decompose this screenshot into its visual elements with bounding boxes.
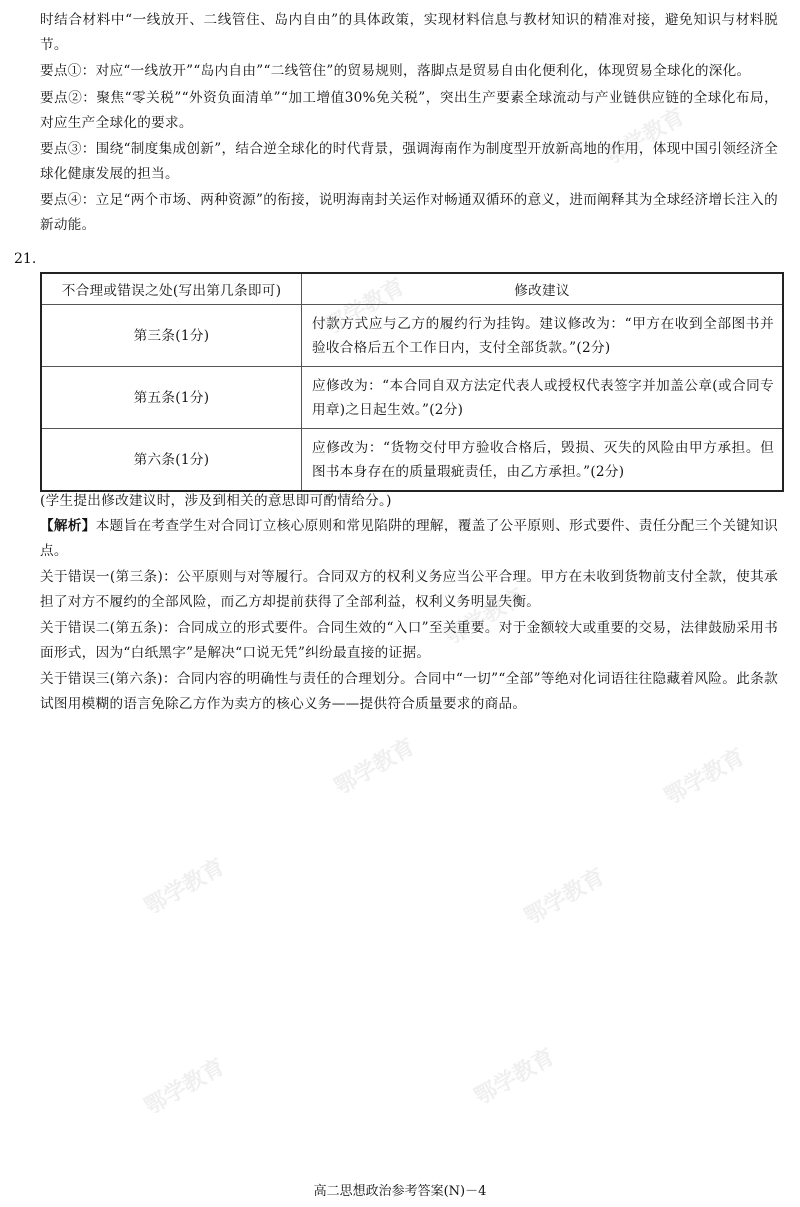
analysis-point-2: 关于错误二(第五条)：合同成立的形式要件。合同生效的“入口”至关重要。对于金额较大或重要的交易，法律鼓励采用书面形式，因为“白纸黑字”是解决“口说无凭”纠纷最直接的证据。 [40,620,778,661]
watermark: 鄂学教育 [440,583,530,651]
watermark: 鄂学教育 [520,863,610,931]
analysis-point-1: 关于错误一(第三条)：公平原则与对等履行。合同双方的权利义务应当公平合理。甲方在未收到货物前支付全款，使其承担了对方不履约的全部风险，而乙方却提前获得了全部利益，权利义务明显失衡。 [40,569,778,610]
table-header-row [41,273,783,305]
scoring-note: (学生提出修改建议时，涉及到相关的意思即可酌情给分。) [40,493,392,509]
answer-table [40,272,784,492]
paragraph-point-3: 要点③：围绕“制度集成创新”，结合逆全球化的时代背景，强调海南作为制度型开放新高地的作用，体现中国引领经济全球化健康发展的担当。 [40,141,778,182]
table-cell-suggestion: 应修改为：“本合同自双方法定代表人或授权代表签字并加盖公章(或合同专用章)之日起生效。”(2分) [302,367,784,429]
paragraph-point-4: 要点④：立足“两个市场、两种资源”的衔接，说明海南封关运作对畅通双循环的意义，进而阐释其为全球经济增长注入的新动能。 [40,192,778,233]
analysis-point-3: 关于错误三(第六条)：合同内容的明确性与责任的合理划分。合同中“一切”“全部”等绝对化词语往往隐藏着风险。此条款试图用模糊的语言免除乙方作为卖方的核心义务——提供符合质量要求的商品。 [40,671,778,712]
analysis-label: 【解析】 [40,518,96,534]
paragraph-intro: 时结合材料中“一线放开、二线管住、岛内自由”的具体政策，实现材料信息与教材知识的精准对接，避免知识与材料脱节。 [40,12,778,53]
watermark: 鄂学教育 [330,733,420,801]
watermark: 鄂学教育 [320,273,410,341]
watermark: 鄂学教育 [140,853,230,921]
table-header: 不合理或错误之处(写出第几条即可) [41,273,302,305]
watermark: 鄂学教育 [470,1043,560,1111]
watermark: 鄂学教育 [600,103,690,171]
watermark: 鄂学教育 [140,1053,230,1121]
question-number: 21. [14,251,37,267]
table-cell-item: 第五条(1分) [41,367,302,429]
page-footer: 高二思想政治参考答案(N)－4 [313,1184,487,1199]
table-cell-item: 第三条(1分) [41,305,302,367]
paragraph-point-1: 要点①：对应“一线放开”“岛内自由”“二线管住”的贸易规则，落脚点是贸易自由化便利化，体现贸易全球化的深化。 [40,63,751,79]
table-row [41,305,783,367]
analysis-intro [40,514,778,564]
table-row [41,429,783,492]
table-cell-suggestion: 付款方式应与乙方的履约行为挂钩。建议修改为：“甲方在收到全部图书并验收合格后五个工作日内，支付全部货款。”(2分) [302,305,784,367]
table-cell-suggestion: 应修改为：“货物交付甲方验收合格后，毁损、灭失的风险由甲方承担。但图书本身存在的质量瑕疵责任，由乙方承担。”(2分) [302,429,784,492]
table-row [41,367,783,429]
table-header: 修改建议 [302,273,784,305]
paragraph-point-2: 要点②：聚焦“零关税”“外资负面清单”“加工增值30%免关税”，突出生产要素全球流动与产业链供应链的全球化布局，对应生产全球化的要求。 [40,90,778,131]
analysis-intro-text: 本题旨在考查学生对合同订立核心原则和常见陷阱的理解，覆盖了公平原则、形式要件、责任分配三个关键知识点。 [40,518,778,559]
watermark: 鄂学教育 [660,743,750,811]
table-cell-item: 第六条(1分) [41,429,302,492]
